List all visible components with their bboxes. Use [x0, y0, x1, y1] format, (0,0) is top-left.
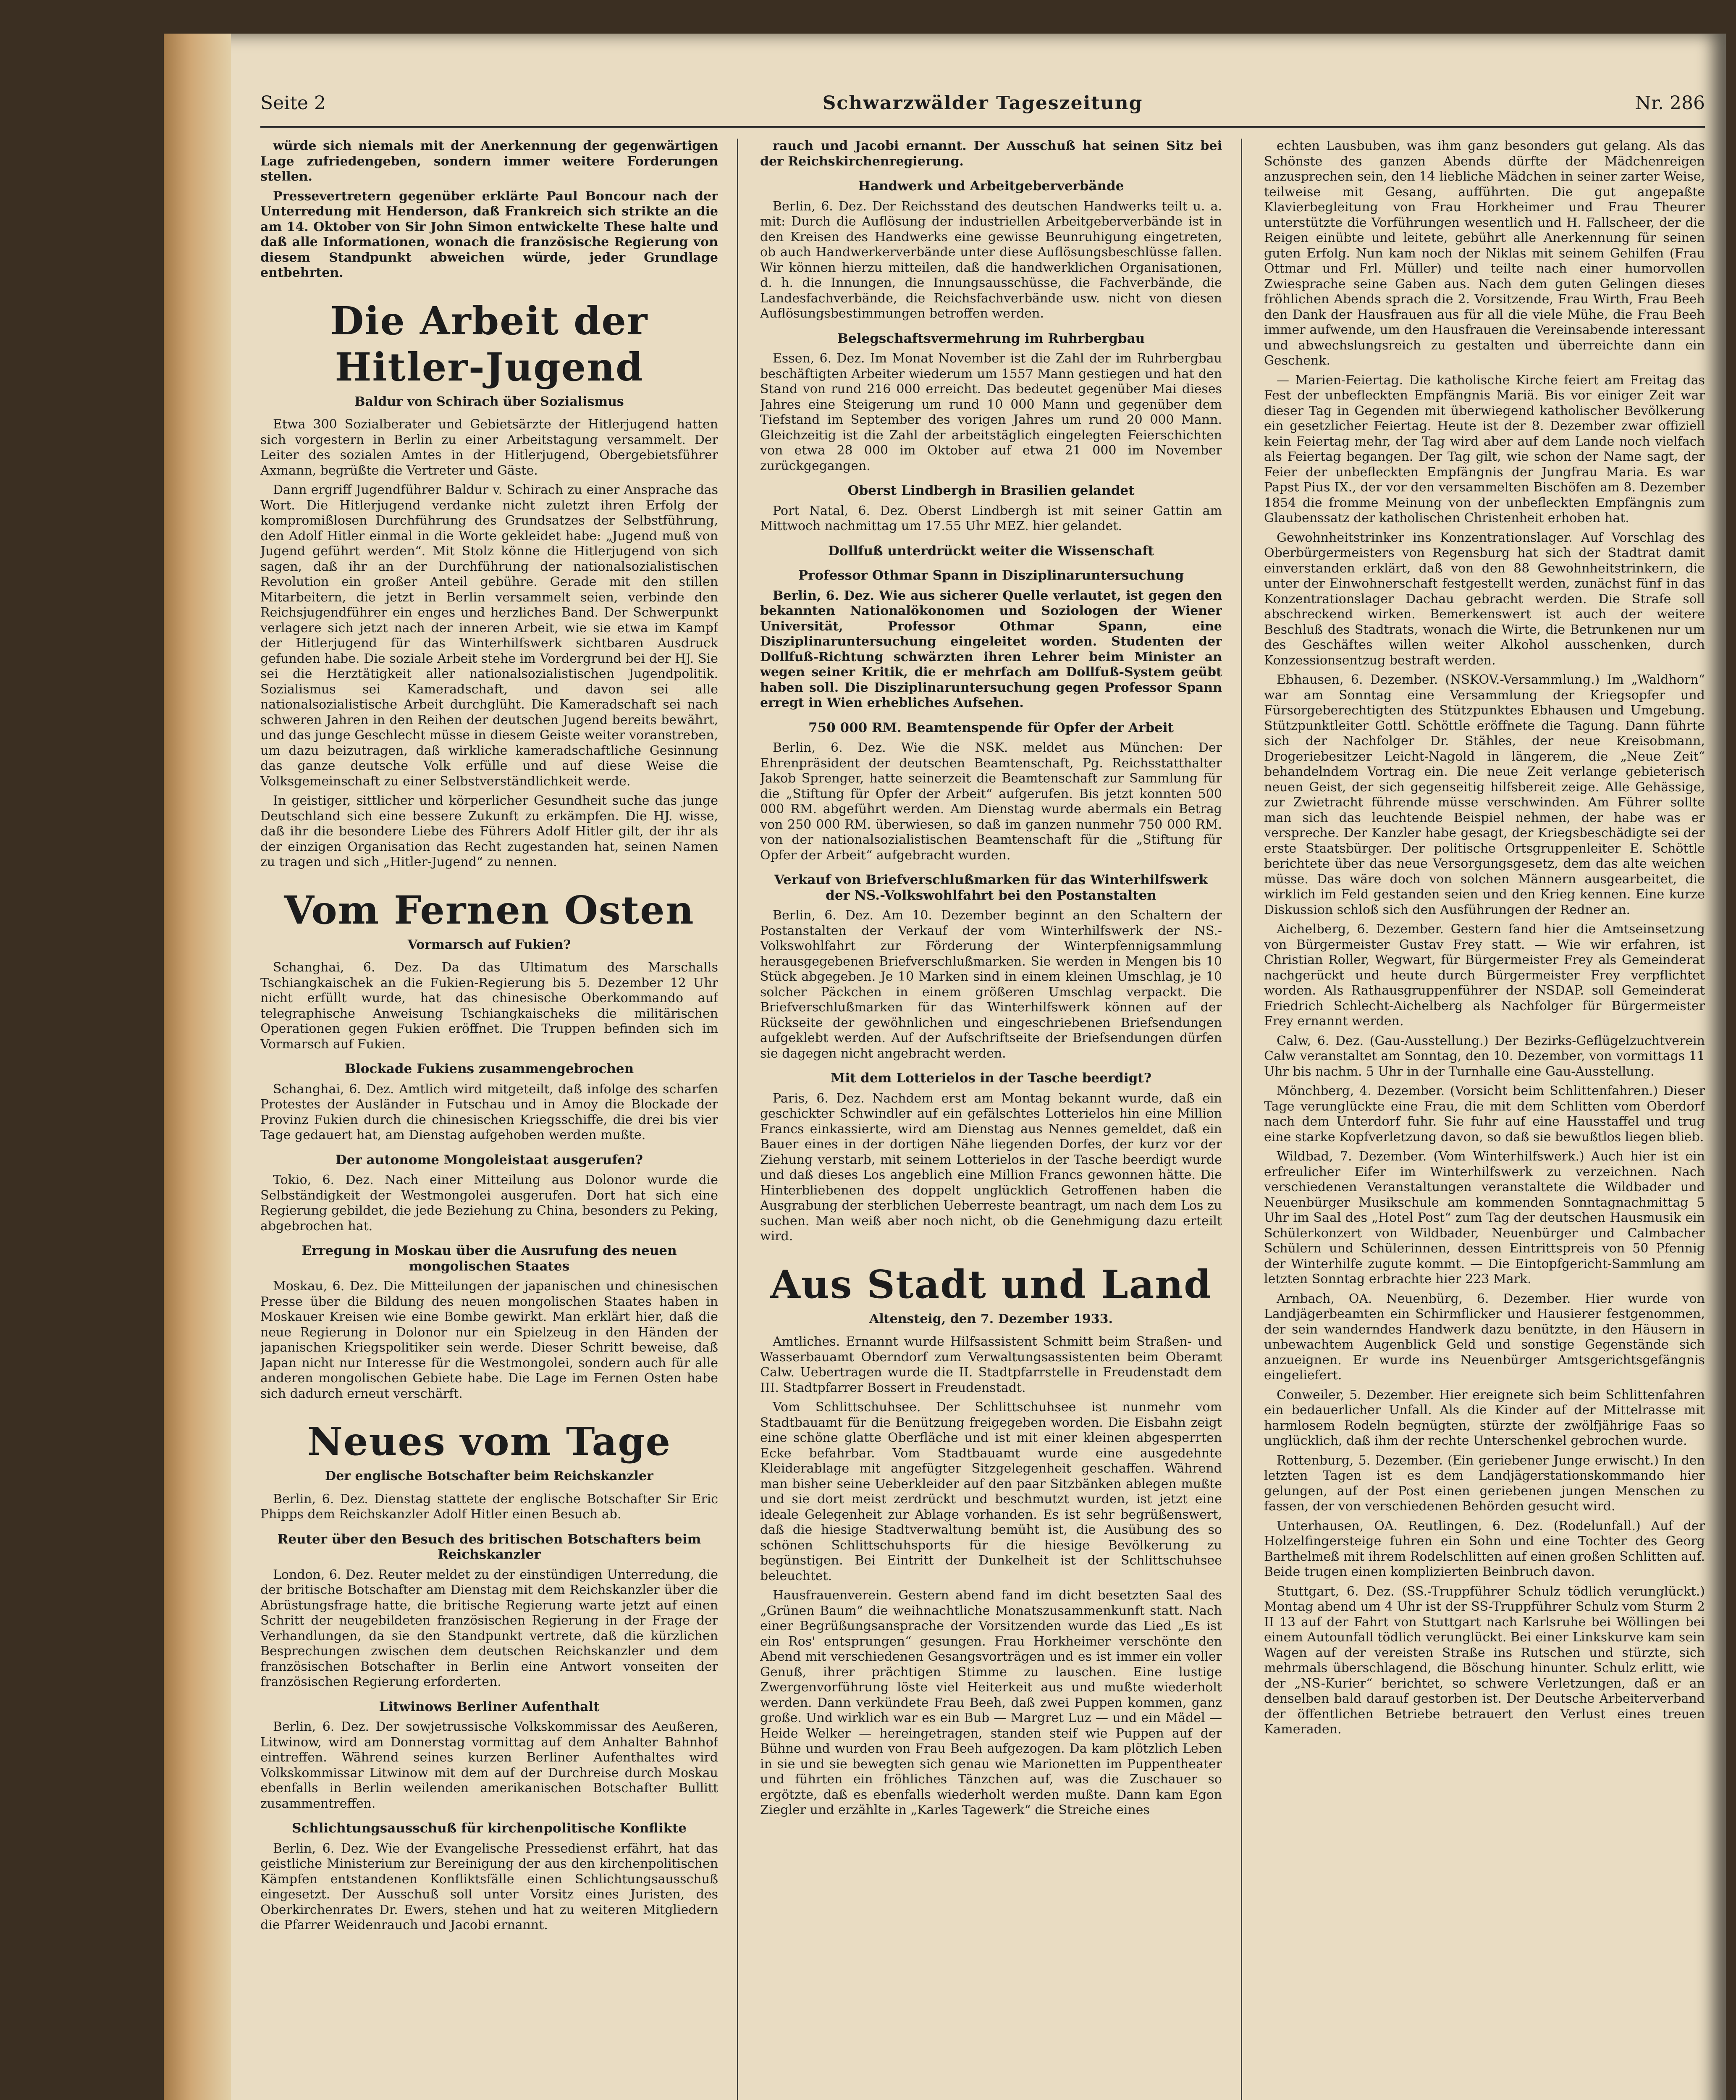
- article-text: Berlin, 6. Dez. Wie der Evangelische Pressedienst erfährt, hat das geistliche Ministerium zur Bereinigung der aus den kirchenpolitischen Kämpfen entstandenen Konfliktsfälle einen Schlichtungsausschuß eingesetzt. Der Ausschuß soll unter Vorsitz eines Juristen, des Oberkirchenrates Dr. Ewers, stehen und hat zu weiteren Mitgliedern die Pfarrer Weidenrauch und Jacobi ernannt.: [260, 1841, 718, 1932]
- column-rule: [1241, 139, 1242, 2100]
- article-heading: Erregung in Moskau über die Ausrufung des neuen mongolischen Staates: [302, 1243, 677, 1274]
- newspaper-title: Schwarzwälder Tageszeitung: [822, 92, 1143, 114]
- article-subheadline: Der englische Botschafter beim Reichskanzler: [325, 1469, 653, 1483]
- article-text: Unterhausen, OA. Reutlingen, 6. Dez. (Rodelunfall.) Auf der Holzelfingersteige fuhren ein Sohn und eine Tochter des Georg Barthelmeß mit ihrem Rodelschlitten auf einen großen Schlitten auf. Beide trugen einen komplizierten Beinbruch davon.: [1264, 1518, 1705, 1579]
- article-text: Berlin, 6. Dez. Der Reichsstand des deutschen Handwerks teilt u. a. mit: Durch die Auflösung der industriellen Arbeitgeberverbände ist in den Kreisen des Handwerks eine gewisse Beunruhigung eingetreten, ob auch Handwerkerverbände unter diese Auflösungsbeschlüsse fallen. Wir können hierzu mitteilen, daß die handwerklichen Organisationen, d. h. die Innungen, die Innungsausschüsse, die Fachverbände, die Landesfachverbände, die Reichsfachverbände usw. nicht von diesen Auflösungsbestimmungen betroffen werden.: [760, 199, 1222, 321]
- article-text: Ebhausen, 6. Dezember. (NSKOV.-Versammlung.) Im „Waldhorn“ war am Sonntag eine Versammlung der Kriegsopfer und Fürsorgeberechtigten des Stützpunktes Ebhausen und Umgebung. Stützpunktleiter Gottl. Schöttle eröffnete die Tagung. Dann führte sich der Nachfolger Dr. Stähles, der neue Kreisobmann, Drogeriebesitzer Leicht-Nagold in längerem, die „Neue Zeit“ behandelndem Vortrag ein. Die neue Zeit verlange gebieterisch neuen Geist, der sich gegenseitig hilfsbereit zeige. Alle Gehässige, zur Zwietracht führende müsse verschwinden. Am Führer sollte man sich das leuchtende Beispiel nehmen, der habe was er verspreche. Der Kanzler habe gesagt, der Kriegsbeschädigte sei der erste Staatsbürger. Der politische Ortsgruppenleiter E. Schöttle berichtete über das neue Versorgungsgesetz, dem das alte weichen müsse. Das wäre doch von solchen Männern ausgearbeitet, die wirklich im Feld gestanden seien und den Krieg kennen. Eine kurze Diskussion schloß sich den Ausführungen der Redner an.: [1264, 672, 1705, 917]
- article-heading: Schlichtungsausschuß für kirchenpolitische Konflikte: [291, 1821, 687, 1836]
- article-text: Conweiler, 5. Dezember. Hier ereignete sich beim Schlittenfahren ein bedauerlicher Unfall. Als die Kinder auf der Mittelrasse mit harmlosem Rodeln begnügten, stürzte der zwölfjährige Faas so unglücklich, daß ihm der rechte Unterschenkel gebrochen wurde.: [1264, 1387, 1705, 1448]
- article-text: Berlin, 6. Dez. Dienstag stattete der englische Botschafter Sir Eric Phipps dem Reichskanzler Adolf Hitler einen Besuch ab.: [260, 1491, 718, 1522]
- article-heading: Oberst Lindbergh in Brasilien gelandet: [847, 483, 1135, 498]
- article-heading: Blockade Fukiens zusammengebrochen: [344, 1061, 634, 1076]
- page-label: Seite 2: [260, 92, 326, 114]
- article-text: Stuttgart, 6. Dez. (SS.-Truppführer Schulz tödlich verunglückt.) Montag abend um 4 Uhr ist der SS-Truppführer Schulz vom Sturm 2 II 13 auf der Fahrt von Stuttgart nach Karlsruhe bei Wöllingen bei einem Autounfall tödlich verunglückt. Bei einer Linkskurve kam sein Wagen auf der vereisten Straße ins Rutschen und stürzte, sich mehrmals überschlagend, die Böschung hinunter. Schulz erlitt, wie der „NS-Kurier“ berichtet, so schwere Verletzungen, daß er an denselben bald darauf gestorben ist. Der Deutsche Arbeiterverband der öffentlichen Betriebe betrauert den Verlust eines treuen Kameraden.: [1264, 1584, 1705, 1737]
- article-text: Paris, 6. Dez. Nachdem erst am Montag bekannt wurde, daß ein geschickter Schwindler auf ein gefälschtes Lotterielos hin eine Million Francs einkassierte, wird am Dienstag aus Nennes gemeldet, daß ein Bauer eines in der dortigen Nähe liegenden Dorfes, der kurz vor der Ziehung verstarb, mit seinem Lotterielos in der Tasche beerdigt wurde und daß dieses Los angeblich eine Million Francs gewonnen hätte. Die Hinterbliebenen des doppelt unglücklich Getroffenen haben die Ausgrabung der sterblichen Ueberreste beantragt, um nach dem Los zu suchen. Man weiß aber noch nicht, ob die Genehmigung dazu erteilt wird.: [760, 1091, 1222, 1244]
- column-rule: [737, 139, 738, 2100]
- article-text: London, 6. Dez. Reuter meldet zu der einstündigen Unterredung, die der britische Botschafter am Dienstag mit dem Reichskanzler über die Abrüstungsfrage hatte, die britische Regierung warte jetzt auf einen Schritt der neugebildeten französischen Regierung in der Frage der Verhandlungen, da sie den Standpunkt vertrete, daß die kürzlichen Besprechungen zwischen dem deutschen Reichskanzler und dem französischen Botschafter in Berlin eine Antwort vonseiten der französischen Regierung erforderten.: [260, 1567, 718, 1689]
- article-heading: Litwinows Berliner Aufenthalt: [379, 1699, 600, 1714]
- article-text: Moskau, 6. Dez. Die Mitteilungen der japanischen und chinesischen Presse über die Bildung des neuen mongolischen Staates haben in Moskauer Kreisen wie eine Bombe gewirkt. Man erklärt hier, daß die neue Regierung in Dolonor nur ein Spielzeug in den Händen der japanischen Kriegspolitiker sein werde. Dieser Schritt beweise, daß Japan nicht nur Interesse für die Westmongolei, sondern auch für alle anderen mongolischen Gebiete habe. Die Lage im Fernen Osten habe sich dadurch erneut verschärft.: [260, 1279, 718, 1401]
- article-text: Wildbad, 7. Dezember. (Vom Winterhilfswerk.) Auch hier ist ein erfreulicher Eifer im Winterhilfswerk zu verzeichnen. Nach verschiedenen Veranstaltungen veranstaltete die Wildbader und Neuenbürger Musikschule am kommenden Sonntagnachmittag 5 Uhr im Saal des „Hotel Post“ zum Tag der deutschen Hausmusik ein Schülerkonzert von Wildbader, Neuenbürger und Calmbacher Schülern und Schülerinnen, dessen Eintrittspreis von 50 Pfennig der Winterhilfe zugute kommt. — Die Eintopfgericht-Sammlung am letzten Sonntag erbrachte hier 223 Mark.: [1264, 1149, 1705, 1286]
- section-headline: Aus Stadt und Land: [770, 1261, 1212, 1307]
- article-subheadline: Vormarsch auf Fukien?: [407, 937, 571, 952]
- article-text: Hausfrauenverein. Gestern abend fand im dicht besetzten Saal des „Grünen Baum“ die weihnachtliche Monatszusammenkunft statt. Nach einer Begrüßungsansprache der Vorsitzenden wurde das Lied „Es ist ein Ros' entsprungen“ gesungen. Frau Horkheimer verschönte den Abend mit verschiedenen Gesangsvorträgen und es ist immer ein voller Genuß, ihrer prächtigen Stimme zu lauschen. Eine lustige Zwergenvorführung löste viel Heiterkeit aus und mußte wiederholt werden. Dann verkündete Frau Beeh, daß zwei Puppen kommen, ganz große. Und wirklich war es ein Bub — Margret Luz — und ein Mädel — Heide Welker — hereingetragen, standen steif wie Puppen auf der Bühne und wurden von Frau Beeh aufgezogen. Da kam plötzlich Leben in sie und sie bewegten sich genau wie Marionetten im Puppentheater und führten ein fröhliches Tänzchen auf, was die Zuschauer so ergötzte, daß es ebenfalls wiederholt werden mußte. Dann kam Egon Ziegler und erzählte in „Karles Tagewerk“ die Streiche eines: [760, 1588, 1222, 1817]
- article-text: Berlin, 6. Dez. Der sowjetrussische Volkskommissar des Aeußeren, Litwinow, wird am Donnerstag vormittag auf dem Anhalter Bahnhof eintreffen. Während seines kurzen Berliner Aufenthaltes wird Volkskommissar Litwinow mit dem auf der Durchreise durch Moskau ebenfalls in Berlin weilenden amerikanischen Botschafter Bullitt zusammentreffen.: [260, 1719, 718, 1811]
- article-text: Port Natal, 6. Dez. Oberst Lindbergh ist mit seiner Gattin am Mittwoch nachmittag um 17.55 Uhr MEZ. hier gelandet.: [760, 503, 1222, 533]
- article-text: Essen, 6. Dez. Im Monat November ist die Zahl der im Ruhrbergbau beschäftigten Arbeiter wiederum um 1557 Mann gestiegen und hat den Stand von rund 216 000 erreicht. Das bedeutet gegenüber Mai dieses Jahres eine Steigerung um rund 10 000 Mann und gegenüber dem Tiefstand im September des vorigen Jahres um rund 20 000 Mann. Gleichzeitig ist die Zahl der arbeitstäglich eingelegten Feierschichten von etwa 28 000 im Oktober auf etwa 21 000 im November zurückgegangen.: [760, 351, 1222, 473]
- newspaper-page: [164, 34, 1726, 2100]
- section-headline: Vom Fernen Osten: [284, 887, 695, 933]
- binding-spine: [164, 34, 231, 2100]
- dateline: Altensteig, den 7. Dezember 1933.: [869, 1311, 1113, 1326]
- section-headline: Neues vom Tage: [307, 1419, 671, 1464]
- article-subheadline: Baldur von Schirach über Sozialismus: [354, 394, 624, 409]
- column-1: [260, 139, 718, 2100]
- page-header: [260, 80, 1705, 128]
- article-heading: Verkauf von Briefverschlußmarken für das Winterhilfswerk der NS.-Volkswohlfahrt bei den Postanstalten: [774, 872, 1208, 903]
- article-text: — Marien-Feiertag. Die katholische Kirche feiert am Freitag das Fest der unbefleckten Empfängnis Mariä. Bis vor einiger Zeit war dieser Tag in Gegenden mit überwiegend katholischer Bevölkerung ein gesetzlicher Feiertag. Heute ist der 8. Dezember zwar offiziell kein Feiertag mehr, der Tag wird aber auf dem Lande noch vielfach als Feiertag begangen. Der Tag gilt, wie schon der Name sagt, der Feier der unbefleckten Empfängnis der Jungfrau Maria. Es war Papst Pius IX., der vor den versammelten Bischöfen am 8. Dezember 1854 die fromme Meinung von der unbefleckten Empfängnis zum Glaubenssatz der katholischen Christenheit erhoben hat.: [1264, 373, 1705, 525]
- article-text: Arnbach, OA. Neuenbürg, 6. Dezember. Hier wurde von Landjägerbeamten ein Schirmflicker und Hausierer festgenommen, der sein wanderndes Handwerk dazu benützte, in den Häusern in unbewachtem Augenblick Geld und sonstige Gegenstände sich anzueignen. Er wurde ins Neuenbürger Amtsgerichtsgefängnis eingeliefert.: [1264, 1291, 1705, 1383]
- article-heading: Dollfuß unterdrückt weiter die Wissenschaft: [828, 543, 1154, 559]
- article-text: In geistiger, sittlicher und körperlicher Gesundheit suche das junge Deutschland sich eine bessere Zukunft zu erkämpfen. Die HJ. wisse, daß ihr die besondere Liebe des Führers Adolf Hitler gilt, der ihr als der einzigen Organisation das Recht zugestanden hat, seinen Namen zu tragen und sich „Hitler-Jugend“ zu nennen.: [260, 793, 718, 869]
- article-text: Tokio, 6. Dez. Nach einer Mitteilung aus Dolonor wurde die Selbständigkeit der Westmongolei ausgerufen. Dort hat sich eine Regierung gebildet, die jede Beziehung zu China, besonders zu Peking, abgebrochen hat.: [260, 1173, 718, 1234]
- issue-number: Nr. 286: [1635, 92, 1705, 114]
- article-heading: Reuter über den Besuch des britischen Botschafters beim Reichskanzler: [277, 1531, 701, 1562]
- article-text: Gewohnheitstrinker ins Konzentrationslager. Auf Vorschlag des Oberbürgermeisters von Regensburg hat sich der Stadtrat damit einverstanden erklärt, daß von den 88 Gewohnheitstrinkern, die unter der Einwohnerschaft festgestellt werden, zunächst fünf in das Konzentrationslager Dachau gebracht werden. Die Strafe soll abschreckend wirken. Bemerkenswert ist auch der weitere Beschluß des Stadtrats, wonach die Wirte, die Betrunkenen nur um des Geschäftes willen weiter Alkohol ausschenken, durch Konzessionsentzug bestraft werden.: [1264, 530, 1705, 668]
- article-text: Pressevertretern gegenüber erklärte Paul Boncour nach der Unterredung mit Henderson, daß Frankreich sich strikte an die am 14. Oktober von Sir John Simon entwickelte These halte und daß alle Informationen, wonach die französische Regierung von diesem Standpunkt abweichen würde, jeder Grundlage entbehrten.: [260, 189, 718, 280]
- article-text: Rottenburg, 5. Dezember. (Ein geriebener Junge erwischt.) In den letzten Tagen ist es dem Landjägerstationskommando hier gelungen, auf der Post einen geriebenen jungen Menschen zu fassen, der von verschiedenen Behörden gesucht wird.: [1264, 1453, 1705, 1514]
- article-text: Vom Schlittschuhsee. Der Schlittschuhsee ist nunmehr vom Stadtbauamt für die Benützung freigegeben worden. Die Eisbahn zeigt eine schöne glatte Oberfläche und ist mit einer kleinen abgesperrten Ecke befahrbar. Vom Stadtbauamt wurde eine ausgedehnte Kleiderablage mit angefügter Sitzgelegenheit geschaffen. Während man bisher seine Ueberkleider auf den paar Sitzbänken ablegen mußte und sie dort meist zerdrückt und beschmutzt wurden, ist jetzt eine ideale Gelegenheit zur Ablage vorhanden. Es ist sehr begrüßenswert, daß die hiesige Stadtverwaltung bemüht ist, die Ausübung des so schönen Schlittschuhsports für die hiesige Bevölkerung zu begünstigen. Bei Eintritt der Dunkelheit ist der Schlittschuhsee beleuchtet.: [760, 1400, 1222, 1583]
- article-heading: Belegschaftsvermehrung im Ruhrbergbau: [837, 331, 1145, 346]
- article-text: Berlin, 6. Dez. Wie die NSK. meldet aus München: Der Ehrenpräsident der deutschen Beamtenschaft, Pg. Reichsstatthalter Jakob Sprenger, hatte seinerzeit die Beamtenschaft zur Sammlung für die „Stiftung für Opfer der Arbeit“ aufgerufen. Bis jetzt konnten 500 000 RM. abgeführt werden. Am Dienstag wurde abermals ein Betrag von 250 000 RM. überwiesen, so daß im ganzen nunmehr 750 000 RM. von der nationalsozialistischen Beamtenschaft für die „Stiftung für Opfer der Arbeit“ aufgebracht wurden.: [760, 740, 1222, 863]
- column-3: [1264, 139, 1705, 2100]
- article-text: Berlin, 6. Dez. Am 10. Dezember beginnt an den Schaltern der Postanstalten der Verkauf der vom Winterhilfswerk der NS.-Volkswohlfahrt zur Förderung der Winterpfennigsammlung herausgegebenen Briefverschlußmarken. Sie werden in Mengen bis 10 Stück abgegeben. Je 10 Marken sind in einem kleinen Umschlag, je 10 solcher Päckchen in einem größeren Umschlag verpackt. Die Briefverschlußmarken für das Winterhilfswerk können auf der Rückseite der gewöhnlichen und eingeschriebenen Briefsendungen aufgeklebt werden. Auf der Aufschriftseite der Briefsendungen dürfen sie dagegen nicht angebracht werden.: [760, 908, 1222, 1061]
- article-text: rauch und Jacobi ernannt. Der Ausschuß hat seinen Sitz bei der Reichskirchenregierung.: [760, 139, 1222, 169]
- article-heading: 750 000 RM. Beamtenspende für Opfer der Arbeit: [808, 720, 1174, 735]
- article-text: Schanghai, 6. Dez. Amtlich wird mitgeteilt, daß infolge des scharfen Protestes der Ausländer in Futschau und in Amoy die Blockade der Provinz Fukien durch die chinesischen Kriegsschiffe, die drei bis vier Tage gedauert hat, am Dienstag aufgehoben werden mußte.: [260, 1082, 718, 1142]
- article-text: Schanghai, 6. Dez. Da das Ultimatum des Marschalls Tschiangkaischek an die Fukien-Regierung bis 5. Dezember 12 Uhr nicht erfüllt wurde, hat das chinesische Oberkommando auf telegraphische Anweisung Tschiangkaischeks die militärischen Operationen gegen Fukien eröffnet. Die Truppen befinden sich im Vormarsch auf Fukien.: [260, 960, 718, 1052]
- article-text: Dann ergriff Jugendführer Baldur v. Schirach zu einer Ansprache das Wort. Die Hitlerjugend verdanke nicht zuletzt ihren Erfolg der kompromißlosen Durchführung des Grundsatzes der Selbstführung, den Adolf Hitler einmal in die Worte gekleidet habe: „Jugend muß von Jugend geführt werden“. Mit Stolz könne die Hitlerjugend von sich sagen, daß ihr an der Durchführung der nationalsozialistischen Revolution ein großer Anteil gebühre. Gerade mit den stillen Mitarbeitern, die jetzt in Berlin versammelt seien, verbinde den Reichsjugendführer ein enges und herzliches Band. Der Schwerpunkt verlagere sich jetzt nach der inneren Arbeit, wie sie etwa im Kampf der Hitlerjugend für das Winterhilfswerk sichtbaren Ausdruck gefunden habe. Die soziale Arbeit stehe im Vordergrund bei der HJ. Sie sei die Herztätigkeit aller nationalsozialistischen Jugendpolitik. Sozialismus sei Kameradschaft, und davon sei alle nationalsozialistische Arbeit durchglüht. Die Kameradschaft sei nach schweren Jahren in den Reihen der deutschen Jugend bereits bewährt, und das junge Geschlecht müsse in diesem Geiste weiter voranstreben, um dazu beizutragen, daß wirkliche kameradschaftliche Gesinnung das ganze deutsche Volk erfülle und auf diese Weise die Volksgemeinschaft zu einer Selbstverständlichkeit werde.: [260, 483, 718, 789]
- article-text: würde sich niemals mit der Anerkennung der gegenwärtigen Lage zufriedengeben, sondern immer weitere Forderungen stellen.: [260, 139, 718, 184]
- column-2: [760, 139, 1222, 2100]
- article-text: Amtliches. Ernannt wurde Hilfsassistent Schmitt beim Straßen- und Wasserbauamt Oberndorf zum Verwaltungsassistenten beim Oberamt Calw. Uebertragen wurde die II. Stadtpfarrstelle in Freudenstadt dem III. Stadtpfarrer Bossert in Freudenstadt.: [760, 1334, 1222, 1395]
- article-heading: Der autonome Mongoleistaat ausgerufen?: [335, 1152, 643, 1168]
- article-headline: Die Arbeit der Hitler-Jugend: [330, 298, 648, 390]
- article-text: echten Lausbuben, was ihm ganz besonders gut gelang. Als das Schönste des ganzen Abends dürfte der Mädchenreigen anzusprechen sein, den 14 liebliche Mädchen in seiner zarter Weise, teilweise mit Gesang, aufführten. Die gut angepaßte Klavierbegleitung von Frau Horkheimer und Frau Theurer unterstützte die Vorführungen wesentlich und H. Fallscheer, der die Reigen einübte und leitete, gebührt alle Anerkennung für seinen guten Erfolg. Nun kam noch der Niklas mit seinem Gehilfen (Frau Ottmar und Frl. Müller) und teilte nach einer humorvollen Zwiesprache seine Gaben aus. Nach dem guten Gelingen dieses fröhlichen Abends sprach die 2. Vorsitzende, Frau Wirth, Frau Beeh den Dank der Hausfrauen aus für all die viele Mühe, die Frau Beeh immer aufwende, um den Hausfrauen die Vereinsabende interessant und abwechslungsreich zu gestalten und überreichte dann ein Geschenk.: [1264, 139, 1705, 368]
- article-text: Aichelberg, 6. Dezember. Gestern fand hier die Amtseinsetzung von Bürgermeister Gustav Frey statt. — Wie wir erfahren, ist Christian Roller, Wegwart, für Bürgermeister Frey als Gemeinderat nachgerückt und heute durch Bürgermeister Frey verpflichtet worden. Als Rathausgruppenführer der NSDAP. soll Gemeinderat Friedrich Schlecht-Aichelberg als Nachfolger für Bürgermeister Frey ernannt werden.: [1264, 922, 1705, 1029]
- article-heading: Handwerk und Arbeitgeberverbände: [858, 178, 1124, 194]
- article-text: Etwa 300 Sozialberater und Gebietsärzte der Hitlerjugend hatten sich vorgestern in Berlin zu einer Arbeitstagung versammelt. Der Leiter des sozialen Amtes in der Hitlerjugend, Obergebietsführer Axmann, begrüßte die Vertreter und Gäste.: [260, 417, 718, 478]
- article-text: Calw, 6. Dez. (Gau-Ausstellung.) Der Bezirks-Geflügelzuchtverein Calw veranstaltet am Sonntag, den 10. Dezember, von vormittags 11 Uhr bis nachm. 5 Uhr in der Turnhalle eine Gau-Ausstellung.: [1264, 1033, 1705, 1079]
- article-heading: Mit dem Lotterielos in der Tasche beerdigt?: [831, 1071, 1151, 1086]
- article-heading: Professor Othmar Spann in Disziplinaruntersuchung: [798, 568, 1184, 583]
- article-text: Mönchberg, 4. Dezember. (Vorsicht beim Schlittenfahren.) Dieser Tage verunglückte eine Frau, die mit dem Schlitten vom Oberdorf nach dem Unterdorf fuhr. Sie fuhr auf eine Hausstaffel und trug eine starke Kopfverletzung davon, so daß sie bewußtlos liegen blieb.: [1264, 1084, 1705, 1144]
- article-text: Berlin, 6. Dez. Wie aus sicherer Quelle verlautet, ist gegen den bekannten Nationalökonomen und Soziologen der Wiener Universität, Professor Othmar Spann, eine Disziplinaruntersuchung eingeleitet worden. Studenten der Dollfuß-Richtung schwärzten ihren Lehrer beim Minister an wegen seiner Kritik, die er mehrfach am Dollfuß-System geübt haben soll. Die Disziplinaruntersuchung gegen Professor Spann erregt in Wien erhebliches Aufsehen.: [760, 588, 1222, 710]
